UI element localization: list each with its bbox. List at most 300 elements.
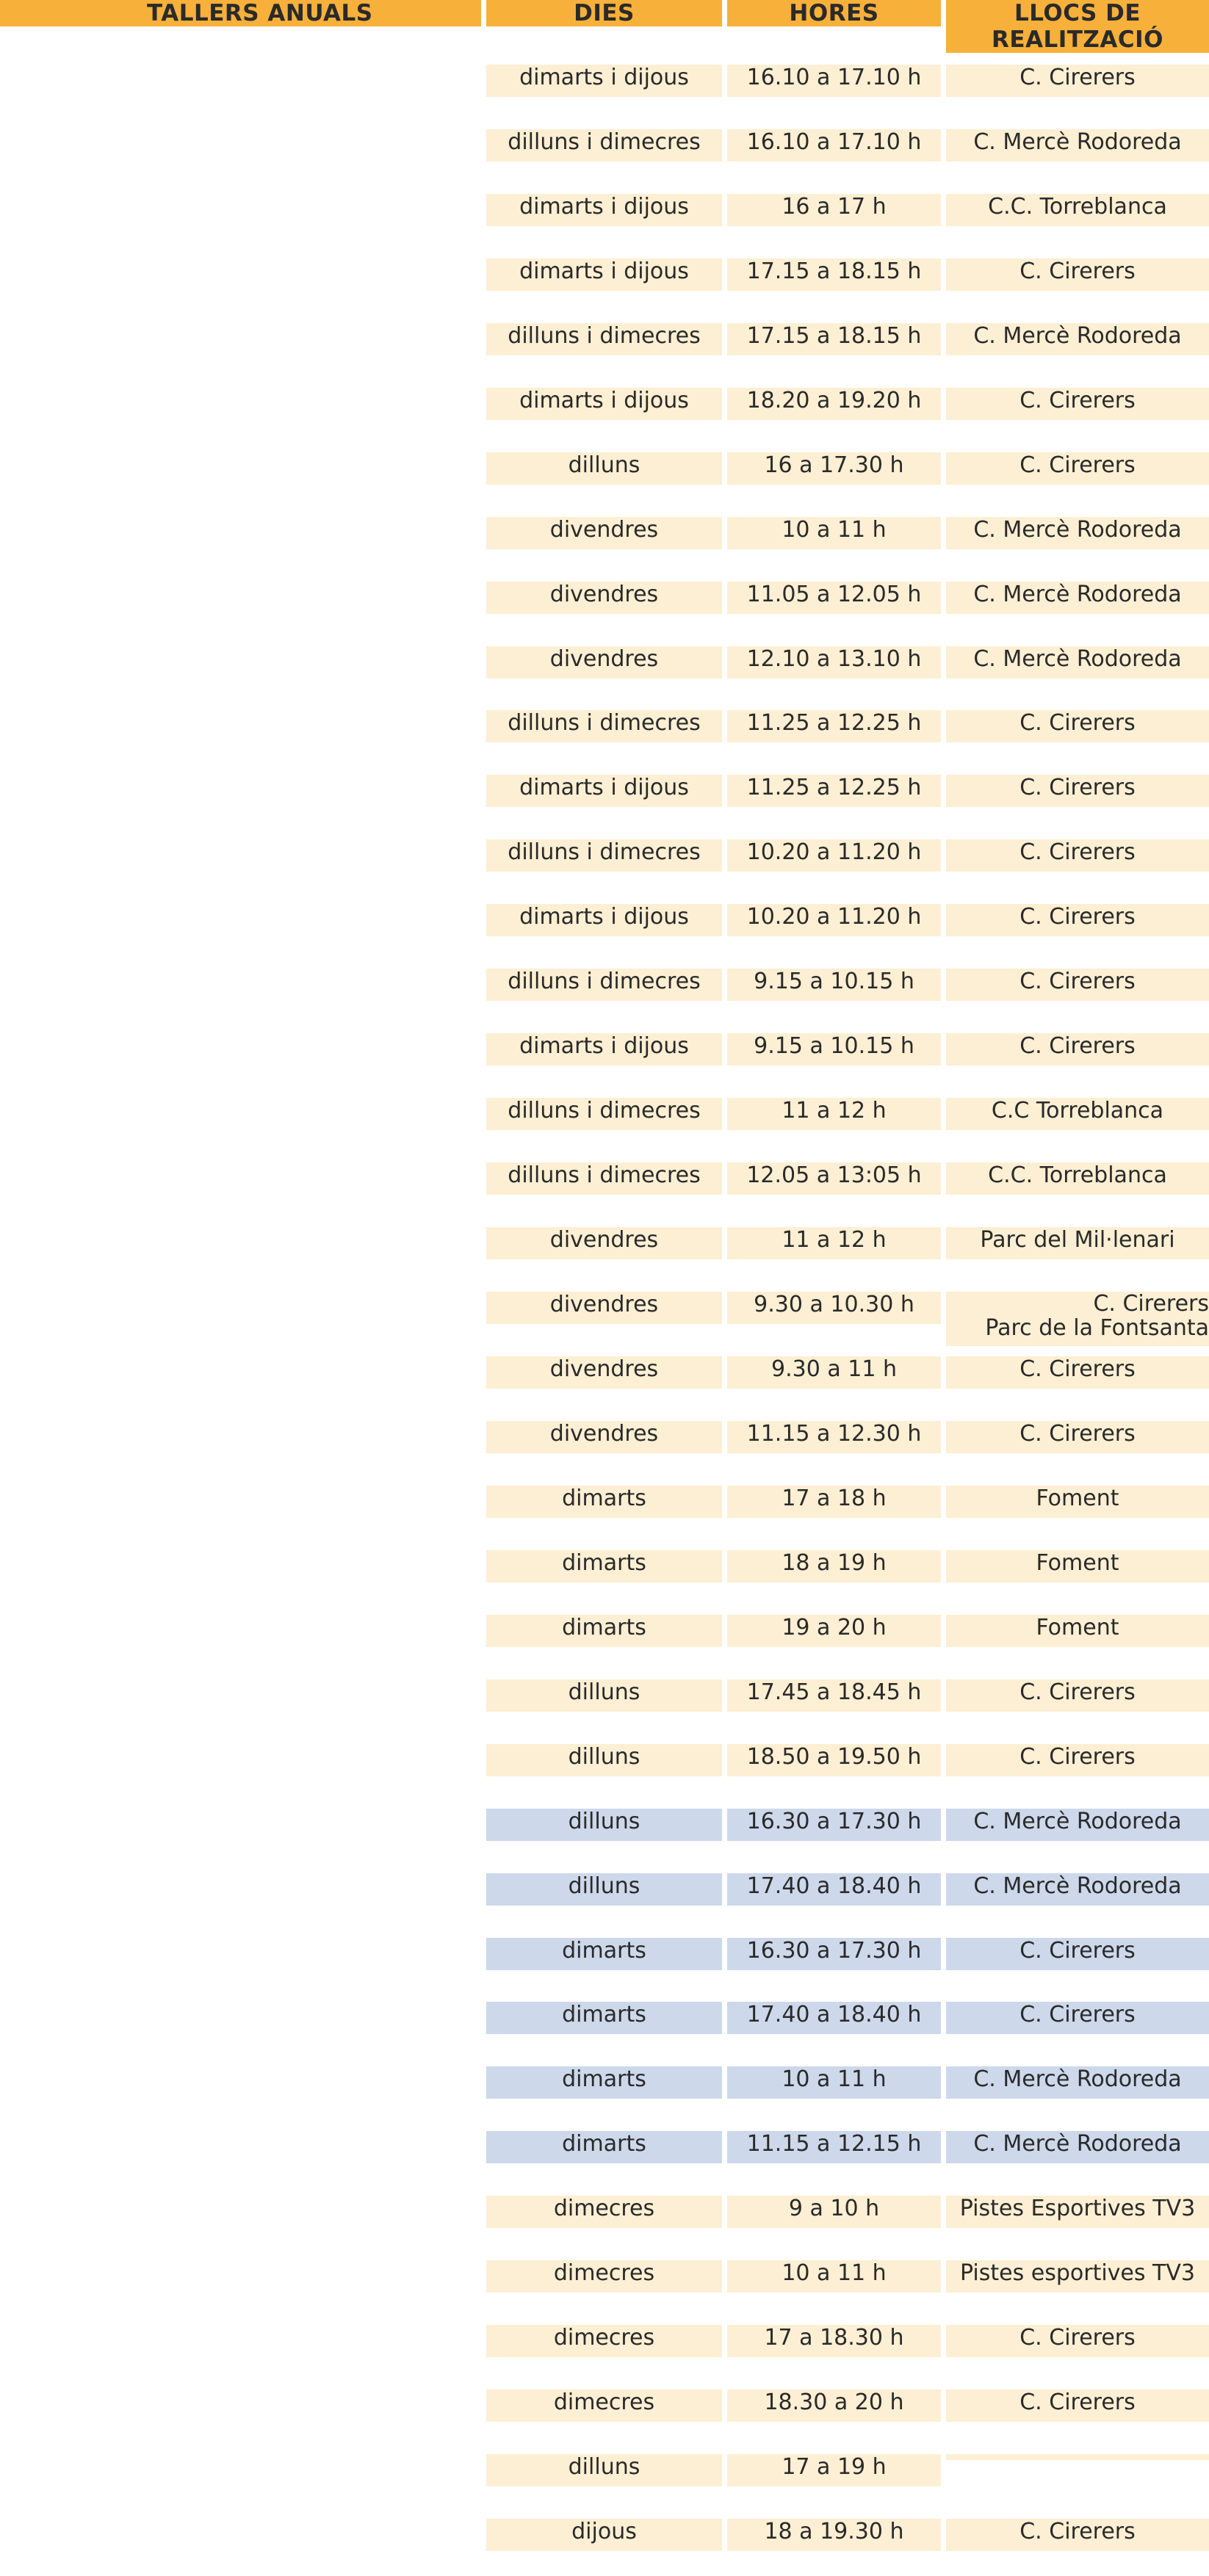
hores-cell	[727, 1356, 941, 1389]
lloc-line: Parc del Mil·lenari	[980, 1227, 1175, 1253]
dies-cell	[486, 1227, 722, 1259]
lloc-line: C. Mercè Rodoreda	[973, 581, 1182, 607]
lloc-value	[946, 2260, 1209, 2293]
dies-value: dilluns i dimecres	[508, 1098, 701, 1124]
table-row: NO ET QUEDIS ENRERE dimarts 10 a 11 h C. Mercè Rodoreda	[0, 2066, 1209, 2124]
dies-cell	[486, 1098, 722, 1130]
lloc-line: C. Mercè Rodoreda	[973, 1808, 1182, 1834]
header-tallers: TALLERS ANUALS	[0, 0, 481, 26]
lloc-line: C. Cirerers	[1019, 839, 1136, 866]
table-row	[0, 2325, 1209, 2382]
dies-cell	[486, 517, 722, 549]
dies-value: divendres	[549, 581, 659, 607]
lloc-cell	[946, 2454, 1209, 2460]
table-row	[0, 1615, 1209, 1672]
hores-value: 10 a 11 h	[782, 2260, 887, 2287]
dies-cell	[486, 1033, 722, 1066]
hores-cell	[727, 839, 941, 872]
lloc-line: C. Cirerers	[1019, 2325, 1136, 2351]
table-row	[0, 2389, 1209, 2447]
dies-value: dimarts	[562, 1937, 646, 1964]
lloc-value	[946, 2325, 1209, 2357]
lloc-line: C. Cirerers	[1019, 1679, 1136, 1705]
lloc-cell	[946, 1098, 1209, 1130]
table-row	[0, 258, 1209, 316]
hores-value: 11.05 a 12.05 h	[746, 581, 922, 607]
dies-value: dimarts	[562, 2002, 646, 2028]
dies-cell	[486, 2389, 722, 2422]
lloc-cell	[946, 323, 1209, 355]
lloc-value	[946, 646, 1209, 679]
dies-cell	[486, 2519, 722, 2551]
lloc-value	[946, 2519, 1209, 2551]
hores-cell	[727, 129, 941, 162]
dies-value: dilluns i dimecres	[508, 1162, 701, 1189]
lloc-value	[946, 452, 1209, 485]
lloc-cell	[946, 1550, 1209, 1582]
lloc-cell	[946, 1421, 1209, 1453]
dies-cell	[486, 2131, 722, 2163]
dies-value: dimarts i dijous	[519, 904, 689, 930]
dies-value: dimarts	[562, 2131, 646, 2157]
table-row: NO ET QUEDIS ENRERE dimarts 11.15 a 12.15 h C. Mercè Rodoreda	[0, 2131, 1209, 2188]
lloc-cell	[946, 2066, 1209, 2099]
hores-cell	[727, 2325, 941, 2357]
table-row	[0, 1486, 1209, 1543]
table-row: NO ET QUEDIS ENRERE dimarts 17.40 a 18.40 h C. Cirerers	[0, 2002, 1209, 2059]
hores-value: 17.15 a 18.15 h	[746, 322, 922, 349]
dies-value: divendres	[549, 645, 659, 672]
table-row	[0, 775, 1209, 832]
lloc-value	[946, 258, 1209, 291]
lloc-value	[946, 1679, 1209, 1712]
lloc-value	[946, 1938, 1209, 1970]
dies-cell	[486, 258, 722, 291]
dies-value: dimarts	[562, 1485, 646, 1511]
dies-value: divendres	[549, 1227, 659, 1253]
lloc-value	[946, 1744, 1209, 1776]
table-row	[0, 1292, 1209, 1349]
lloc-line: C. Mercè Rodoreda	[973, 129, 1182, 155]
dies-cell	[486, 323, 722, 355]
table-row	[0, 1679, 1209, 1737]
hores-value: 10.20 a 11.20 h	[746, 904, 922, 930]
dies-value: dimarts	[562, 2066, 646, 2093]
hores-value: 17 a 18 h	[782, 1485, 887, 1511]
lloc-value	[946, 2066, 1209, 2099]
dies-value: divendres	[549, 516, 659, 543]
hores-value: 17 a 18.30 h	[764, 2325, 904, 2351]
hores-cell	[727, 1486, 941, 1518]
hores-cell	[727, 2260, 941, 2293]
lloc-line: C. Cirerers	[1019, 775, 1136, 801]
lloc-line: C.C. Torreblanca	[988, 193, 1167, 220]
table-row: NO ET QUEDIS ENRERE dilluns 17.40 a 18.40 h C. Mercè Rodoreda	[0, 1873, 1209, 1931]
lloc-value	[946, 2131, 1209, 2163]
lloc-cell	[946, 2389, 1209, 2422]
hores-value: 17.45 a 18.45 h	[746, 1679, 922, 1705]
hores-cell	[727, 904, 941, 936]
lloc-value	[946, 323, 1209, 355]
lloc-cell	[946, 1873, 1209, 1906]
hores-value: 18 a 19 h	[782, 1549, 887, 1576]
dies-cell	[486, 2325, 722, 2357]
table-row	[0, 65, 1209, 122]
hores-value: 11.25 a 12.25 h	[746, 710, 922, 737]
lloc-cell	[946, 194, 1209, 226]
header-hores: HORES	[727, 0, 941, 26]
dies-cell	[486, 1162, 722, 1195]
hores-cell	[727, 258, 941, 291]
dies-value: divendres	[549, 1292, 659, 1318]
dies-value: dimarts i dijous	[519, 65, 689, 90]
lloc-line: C.C. Torreblanca	[988, 1162, 1167, 1189]
lloc-cell	[946, 388, 1209, 420]
hores-value: 12.10 a 13.10 h	[746, 645, 922, 672]
dies-value: dilluns i dimecres	[508, 839, 701, 866]
hores-value: 17.40 a 18.40 h	[746, 1873, 922, 1899]
lloc-line: C. Cirerers	[1019, 65, 1136, 90]
lloc-line: Parc de la Fontsanta	[985, 1315, 1209, 1342]
lloc-value	[946, 1292, 1209, 1346]
hores-cell	[727, 1744, 941, 1776]
lloc-cell	[946, 65, 1209, 97]
dies-cell	[486, 1550, 722, 1582]
dies-cell	[486, 388, 722, 420]
lloc-value	[946, 1550, 1209, 1582]
lloc-value	[946, 65, 1209, 97]
hores-value: 16 a 17 h	[782, 193, 887, 220]
dies-cell	[486, 2260, 722, 2293]
hores-cell	[727, 2002, 941, 2034]
hores-value: 18.50 a 19.50 h	[746, 1743, 922, 1770]
lloc-value	[946, 129, 1209, 162]
hores-cell	[727, 1615, 941, 1647]
hores-cell	[727, 1873, 941, 1906]
lloc-cell	[946, 1227, 1209, 1259]
table-row: NO ET QUEDIS ENRERE dimarts 16.30 a 17.30 h C. Cirerers	[0, 1938, 1209, 1995]
lloc-value	[946, 1873, 1209, 1906]
dies-cell	[486, 904, 722, 936]
lloc-line: Foment	[1036, 1549, 1119, 1576]
table-row	[0, 969, 1209, 1026]
dies-cell	[486, 2454, 722, 2486]
lloc-line: C.C Torreblanca	[991, 1098, 1164, 1124]
dies-value: dimarts i dijous	[519, 193, 689, 220]
dies-cell	[486, 582, 722, 614]
dies-value: dilluns i dimecres	[508, 322, 701, 349]
dies-value: dimarts i dijous	[519, 775, 689, 801]
lloc-value	[946, 2454, 1209, 2460]
lloc-value	[946, 2196, 1209, 2228]
dies-value: dilluns	[568, 1679, 640, 1705]
dies-cell	[486, 65, 722, 97]
hores-cell	[727, 2454, 941, 2486]
hores-cell	[727, 2389, 941, 2422]
lloc-line: C. Mercè Rodoreda	[973, 2131, 1182, 2157]
dies-cell	[486, 1873, 722, 1906]
lloc-cell	[946, 1615, 1209, 1647]
lloc-cell	[946, 2325, 1209, 2357]
hores-value: 18.30 a 20 h	[764, 2389, 904, 2416]
header-lloc-line2: REALITZACIÓ	[991, 26, 1164, 53]
lloc-cell	[946, 1744, 1209, 1776]
lloc-value	[946, 2389, 1209, 2422]
hores-value: 9 a 10 h	[788, 2196, 880, 2222]
table-row	[0, 2260, 1209, 2318]
lloc-cell	[946, 2260, 1209, 2293]
hores-value: 17 a 19 h	[782, 2454, 887, 2481]
header-dies: DIES	[486, 0, 722, 26]
lloc-cell	[946, 1292, 1209, 1346]
table-row	[0, 129, 1209, 187]
hores-cell	[727, 1938, 941, 1970]
dies-value: dilluns i dimecres	[508, 969, 701, 995]
lloc-value	[946, 904, 1209, 936]
hores-cell	[727, 1550, 941, 1582]
hores-cell	[727, 388, 941, 420]
table-row	[0, 1033, 1209, 1090]
lloc-line: C. Cirerers	[1019, 1743, 1136, 1770]
hores-value: 10 a 11 h	[782, 2066, 887, 2093]
table-row	[0, 194, 1209, 251]
table-row	[0, 582, 1209, 639]
hores-cell	[727, 969, 941, 1001]
dies-cell	[486, 1679, 722, 1712]
dies-cell	[486, 194, 722, 226]
lloc-value	[946, 1809, 1209, 1841]
hores-cell	[727, 775, 941, 807]
hores-value: 10 a 11 h	[782, 516, 887, 543]
hores-value: 18.20 a 19.20 h	[746, 387, 922, 413]
dies-value: dilluns	[568, 1743, 640, 1770]
table-row	[0, 1098, 1209, 1155]
lloc-line: C. Cirerers	[1019, 904, 1136, 930]
table-row	[0, 839, 1209, 897]
lloc-cell	[946, 1033, 1209, 1066]
hores-cell	[727, 2519, 941, 2551]
hores-value: 17.15 a 18.15 h	[746, 258, 922, 284]
table-row	[0, 2454, 1209, 2511]
hores-cell	[727, 1098, 941, 1130]
dies-value: dimarts	[562, 1549, 646, 1576]
hores-cell	[727, 323, 941, 355]
lloc-value	[946, 1098, 1209, 1130]
dies-cell	[486, 2196, 722, 2228]
hores-value: 16.10 a 17.10 h	[746, 65, 922, 90]
dies-cell	[486, 1356, 722, 1389]
lloc-cell	[946, 129, 1209, 162]
table-row	[0, 646, 1209, 703]
lloc-value	[946, 517, 1209, 549]
table-row: NO ET QUEDIS ENRERE dilluns 16.30 a 17.30 h C. Mercè Rodoreda	[0, 1809, 1209, 1866]
dies-cell	[486, 710, 722, 742]
table-row	[0, 2519, 1209, 2576]
dies-value: dilluns i dimecres	[508, 710, 701, 737]
hores-cell	[727, 452, 941, 485]
hores-value: 9.30 a 10.30 h	[754, 1292, 914, 1318]
dies-value: dilluns	[568, 452, 640, 478]
hores-value: 11.15 a 12.15 h	[746, 2131, 922, 2157]
dies-cell	[486, 839, 722, 872]
lloc-value	[946, 582, 1209, 614]
dies-cell	[486, 775, 722, 807]
lloc-cell	[946, 969, 1209, 1001]
table-row	[0, 452, 1209, 510]
lloc-cell	[946, 258, 1209, 291]
lloc-line: C. Mercè Rodoreda	[973, 322, 1182, 349]
dies-value: dilluns	[568, 1808, 640, 1834]
hores-value: 12.05 a 13:05 h	[746, 1162, 922, 1189]
lloc-line: C. Mercè Rodoreda	[973, 516, 1182, 543]
lloc-cell	[946, 1356, 1209, 1389]
table-row	[0, 1744, 1209, 1801]
table-row	[0, 1227, 1209, 1284]
hores-value: 9.15 a 10.15 h	[754, 969, 914, 995]
lloc-line: C. Cirerers	[1019, 710, 1136, 737]
dies-cell	[486, 2066, 722, 2099]
lloc-line: C. Cirerers	[1093, 1292, 1209, 1317]
dies-value: dimecres	[553, 2325, 655, 2351]
hores-value: 9.15 a 10.15 h	[754, 1033, 914, 1060]
hores-value: 11.15 a 12.30 h	[746, 1420, 922, 1447]
lloc-line: C. Cirerers	[1019, 2002, 1136, 2028]
lloc-cell	[946, 2131, 1209, 2163]
lloc-line: C. Cirerers	[1019, 258, 1136, 284]
lloc-cell	[946, 1809, 1209, 1841]
dies-value: divendres	[549, 1420, 659, 1447]
dies-value: dimecres	[553, 2260, 655, 2287]
dies-value: dimarts	[562, 1614, 646, 1640]
hores-cell	[727, 710, 941, 742]
dies-cell	[486, 2002, 722, 2034]
hores-value: 9.30 a 11 h	[771, 1356, 897, 1382]
dies-cell	[486, 452, 722, 485]
dies-cell	[486, 1292, 722, 1324]
hores-cell	[727, 582, 941, 614]
hores-cell	[727, 1292, 941, 1324]
lloc-value	[946, 1486, 1209, 1518]
lloc-value	[946, 1162, 1209, 1195]
hores-cell	[727, 517, 941, 549]
lloc-line: C. Cirerers	[1019, 1033, 1136, 1060]
hores-cell	[727, 1162, 941, 1195]
dies-cell	[486, 1421, 722, 1453]
header-lloc	[946, 0, 1209, 53]
dies-cell	[486, 1744, 722, 1776]
dies-cell	[486, 129, 722, 162]
lloc-cell	[946, 1486, 1209, 1518]
table-row	[0, 1356, 1209, 1414]
table-header	[0, 0, 1209, 57]
lloc-value	[946, 194, 1209, 226]
hores-value: 11 a 12 h	[782, 1098, 887, 1124]
hores-value: 19 a 20 h	[782, 1614, 887, 1640]
lloc-value	[946, 839, 1209, 872]
hores-value: 11.25 a 12.25 h	[746, 775, 922, 801]
lloc-cell	[946, 582, 1209, 614]
hores-value: 17.40 a 18.40 h	[746, 2002, 922, 2028]
dies-cell	[486, 1615, 722, 1647]
hores-value: 18 a 19.30 h	[764, 2519, 904, 2545]
hores-cell	[727, 1421, 941, 1453]
dies-value: dimecres	[553, 2196, 655, 2222]
lloc-value	[946, 1421, 1209, 1453]
lloc-cell	[946, 2002, 1209, 2034]
lloc-line: C. Mercè Rodoreda	[973, 2066, 1182, 2093]
table-row	[0, 1550, 1209, 1607]
lloc-line: C. Cirerers	[1019, 387, 1136, 413]
lloc-line: C. Cirerers	[1019, 2389, 1136, 2416]
table-row	[0, 710, 1209, 767]
lloc-cell	[946, 1938, 1209, 1970]
lloc-cell	[946, 517, 1209, 549]
lloc-line: Foment	[1036, 1614, 1119, 1640]
hores-cell	[727, 2131, 941, 2163]
dies-cell	[486, 969, 722, 1001]
hores-cell	[727, 65, 941, 97]
dies-value: dijous	[571, 2519, 637, 2545]
dies-value: dimarts i dijous	[519, 1033, 689, 1060]
lloc-cell	[946, 646, 1209, 679]
lloc-line: C. Cirerers	[1019, 2519, 1136, 2545]
table-row	[0, 2196, 1209, 2253]
table-row	[0, 904, 1209, 961]
table-row	[0, 323, 1209, 380]
lloc-value	[946, 1615, 1209, 1647]
lloc-line: C. Mercè Rodoreda	[973, 1873, 1182, 1899]
lloc-value	[946, 710, 1209, 742]
dies-value: dimecres	[553, 2389, 655, 2416]
lloc-value	[946, 775, 1209, 807]
hores-cell	[727, 194, 941, 226]
hores-cell	[727, 1679, 941, 1712]
lloc-cell	[946, 904, 1209, 936]
hores-value: 16.30 a 17.30 h	[746, 1808, 922, 1834]
dies-cell	[486, 1938, 722, 1970]
lloc-cell	[946, 710, 1209, 742]
hores-cell	[727, 1809, 941, 1841]
dies-cell	[486, 1809, 722, 1841]
lloc-line: Foment	[1036, 1485, 1119, 1511]
table-row	[0, 517, 1209, 574]
dies-value: divendres	[549, 1356, 659, 1382]
lloc-line: C. Cirerers	[1019, 1356, 1136, 1382]
hores-value: 11 a 12 h	[782, 1227, 887, 1253]
lloc-line: Pistes Esportives TV3	[959, 2196, 1196, 2222]
dies-cell	[486, 1486, 722, 1518]
dies-value: dilluns i dimecres	[508, 129, 701, 155]
hores-value: 16 a 17.30 h	[764, 452, 904, 478]
dies-value: dilluns	[568, 2454, 640, 2481]
lloc-cell	[946, 839, 1209, 872]
lloc-line: C. Cirerers	[1019, 1420, 1136, 1447]
lloc-line: C. Cirerers	[1019, 1937, 1136, 1964]
dies-cell	[486, 646, 722, 679]
lloc-value	[946, 969, 1209, 1001]
hores-value: 10.20 a 11.20 h	[746, 839, 922, 866]
lloc-value	[946, 1356, 1209, 1389]
hores-cell	[727, 2196, 941, 2228]
dies-value: dilluns	[568, 1873, 640, 1899]
table-row	[0, 388, 1209, 445]
lloc-line: C. Mercè Rodoreda	[973, 645, 1182, 672]
dies-value: dimarts i dijous	[519, 387, 689, 413]
hores-cell	[727, 1227, 941, 1259]
lloc-cell	[946, 1162, 1209, 1195]
table-row	[0, 1162, 1209, 1220]
hores-cell	[727, 2066, 941, 2099]
